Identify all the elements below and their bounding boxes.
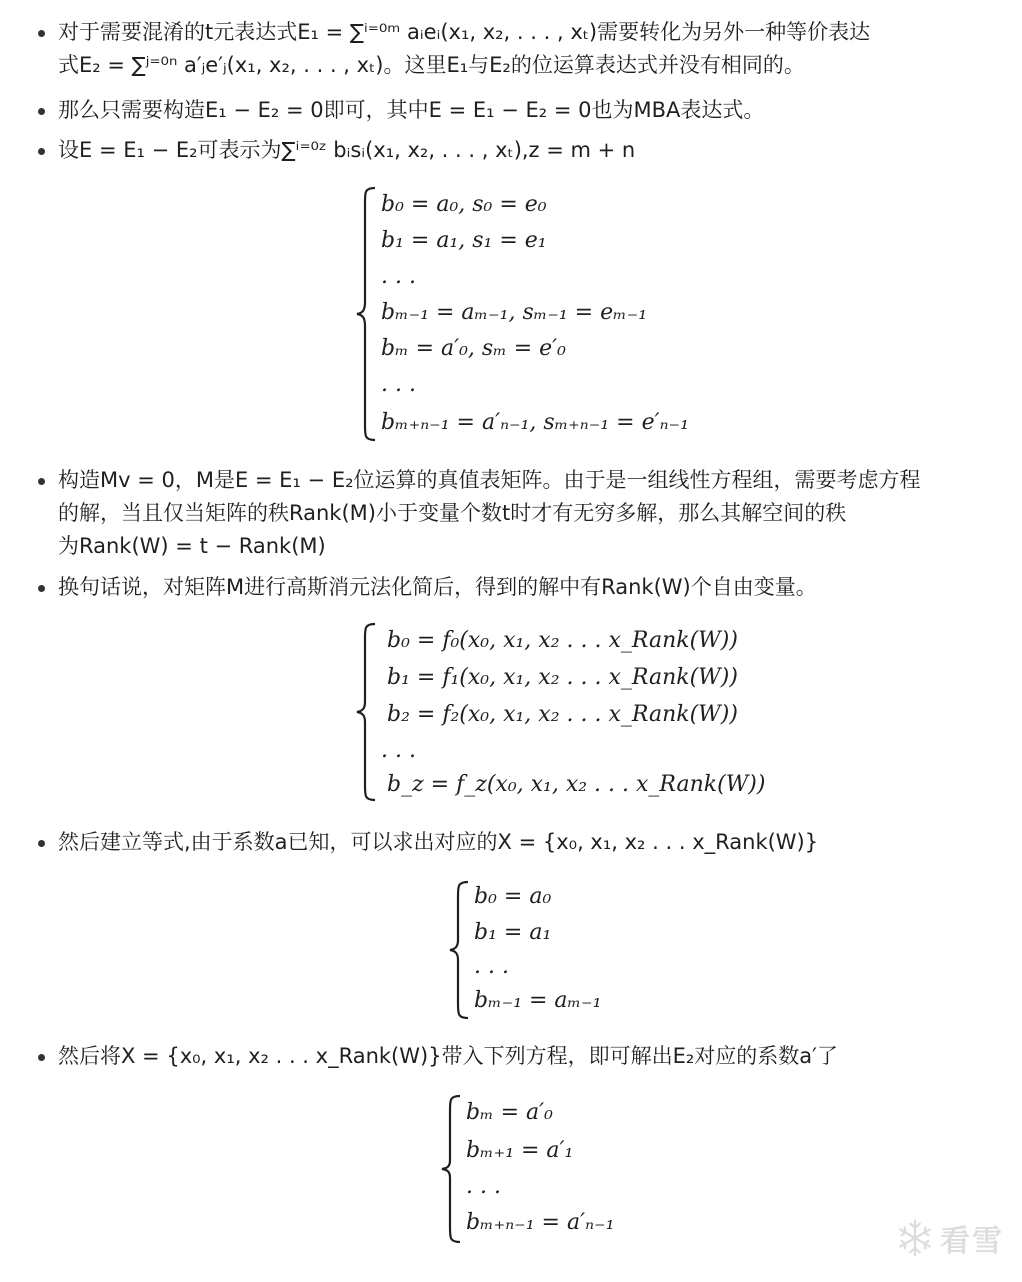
equation-line: b₂ = f₂(x₀, x₁, x₂ . . . x_Rank(W)) — [387, 702, 738, 727]
bullet-dot — [38, 840, 45, 847]
text-line: 那么只需要构造E₁ − E₂ = 0即可，其中E = E₁ − E₂ = 0也为MBA表达式。 — [58, 98, 765, 122]
left-brace — [448, 880, 472, 1020]
equation-line: bₘ₋₁ = aₘ₋₁ — [474, 988, 602, 1013]
equation-line: . . . — [381, 372, 416, 397]
bullet-item — [38, 464, 1008, 563]
equation-system — [440, 1094, 720, 1244]
watermark-text: 看雪 — [940, 1224, 1004, 1259]
equation-line: . . . — [381, 264, 416, 289]
bullet-dot — [38, 478, 45, 485]
equation-line: b₀ = a₀ — [474, 884, 552, 909]
equation-line: b₀ = f₀(x₀, x₁, x₂ . . . x_Rank(W)) — [387, 628, 738, 653]
text-line: 然后建立等式,由于系数a已知，可以求出对应的X = {x₀, x₁, x₂ . . . x_Rank(W)} — [58, 830, 819, 854]
bullet-item — [38, 1040, 1008, 1073]
equation-system — [355, 186, 755, 442]
bullet-item — [38, 571, 1008, 604]
equation-line: . . . — [474, 954, 509, 979]
bullet-dot — [38, 30, 45, 37]
equation-line: b₀ = a₀, s₀ = e₀ — [381, 192, 547, 217]
bullet-item — [38, 94, 1008, 127]
equation-system — [355, 622, 775, 802]
text-line: 设E = E₁ − E₂可表示为∑ⁱ⁼⁰ᶻ bᵢsᵢ(x₁, x₂, . . . , xₜ),z = m + n — [58, 138, 636, 162]
text-line: 对于需要混淆的t元表达式E₁ = ∑ⁱ⁼⁰ᵐ aᵢeᵢ(x₁, x₂, . . . , xₜ)需要转化为另外一种等价表达 — [58, 20, 871, 44]
equation-line: . . . — [466, 1174, 501, 1199]
equation-system — [448, 880, 708, 1020]
equation-line: b₁ = a₁ — [474, 920, 552, 945]
equation-line: bₘ = a′₀, sₘ = e′₀ — [381, 336, 566, 361]
bullet-dot — [38, 108, 45, 115]
text-line: 的解，当且仅当矩阵的秩Rank(M)小于变量个数t时才有无穷多解，那么其解空间的秩 — [58, 501, 847, 525]
equation-line: bₘ₊ₙ₋₁ = a′ₙ₋₁, sₘ₊ₙ₋₁ = e′ₙ₋₁ — [381, 410, 689, 435]
bullet-item — [38, 16, 1008, 82]
equation-line: bₘ₊₁ = a′₁ — [466, 1138, 574, 1163]
equation-line: b₁ = a₁, s₁ = e₁ — [381, 228, 547, 253]
left-brace — [440, 1094, 464, 1244]
equation-line: bₘ = a′₀ — [466, 1100, 553, 1125]
snowflake-icon — [896, 1219, 934, 1257]
left-brace — [355, 622, 379, 802]
watermark — [896, 1216, 1004, 1260]
bullet-item — [38, 826, 1008, 859]
text-line: 然后将X = {x₀, x₁, x₂ . . . x_Rank(W)}带入下列方程，即可解出E₂对应的系数a′了 — [58, 1044, 838, 1068]
text-line: 换句话说，对矩阵M进行高斯消元法化简后，得到的解中有Rank(W)个自由变量。 — [58, 575, 817, 599]
equation-line: bₘ₊ₙ₋₁ = a′ₙ₋₁ — [466, 1210, 615, 1235]
equation-line: . . . — [381, 738, 416, 763]
equation-line: b_z = f_z(x₀, x₁, x₂ . . . x_Rank(W)) — [387, 772, 766, 797]
bullet-item — [38, 134, 1008, 167]
bullet-dot — [38, 148, 45, 155]
equation-line: bₘ₋₁ = aₘ₋₁, sₘ₋₁ = eₘ₋₁ — [381, 300, 648, 325]
text-line: 为Rank(W) = t − Rank(M) — [58, 534, 326, 558]
equation-line: b₁ = f₁(x₀, x₁, x₂ . . . x_Rank(W)) — [387, 665, 738, 690]
text-line: 构造Mv = 0，M是E = E₁ − E₂位运算的真值表矩阵。由于是一组线性方程组，需要考虑方程 — [58, 468, 921, 492]
bullet-dot — [38, 1054, 45, 1061]
left-brace — [355, 186, 379, 442]
text-line: 式E₂ = ∑ʲ⁼⁰ⁿ a′ⱼe′ⱼ(x₁, x₂, . . . , xₜ)。这里E₁与E₂的位运算表达式并没有相同的。 — [58, 53, 805, 77]
bullet-dot — [38, 585, 45, 592]
